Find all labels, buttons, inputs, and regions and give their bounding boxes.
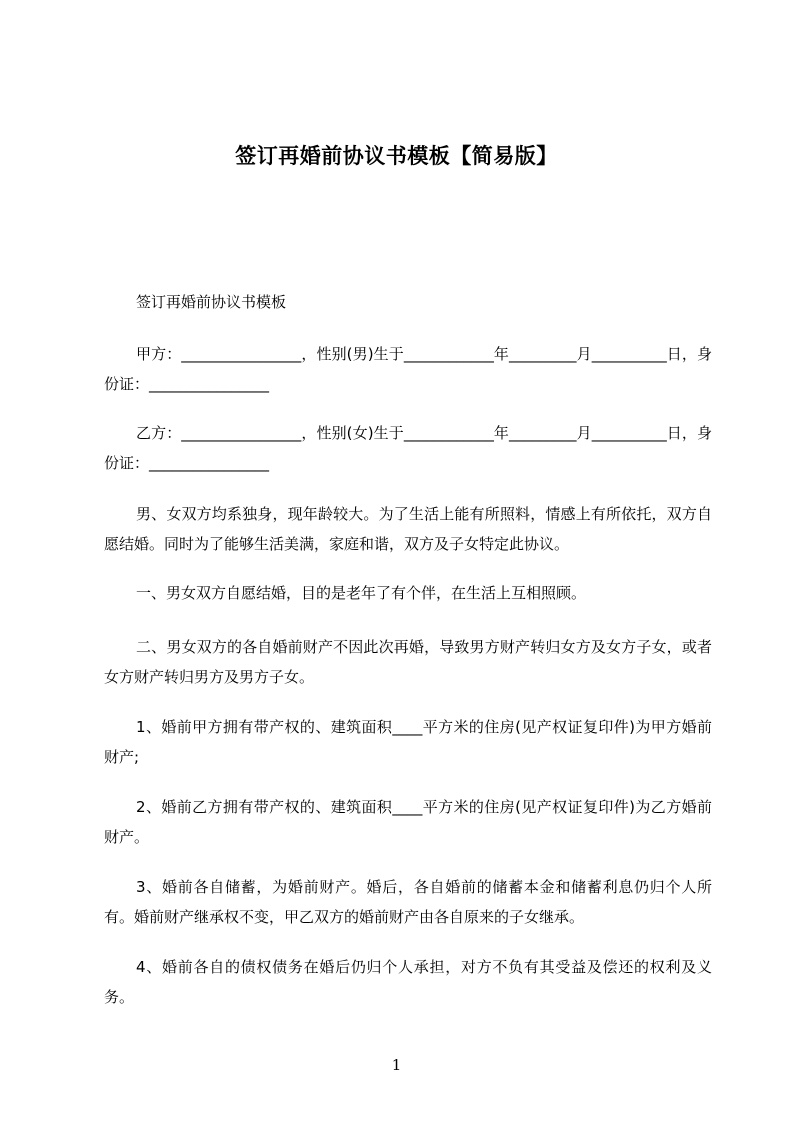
clause-1-paragraph: 一、男女双方自愿结婚，目的是老年了有个伴，在生活上互相照顾。 bbox=[136, 584, 587, 602]
clause-2-paragraph: 二、男女双方的各自婚前财产不因此次再婚，导致男方财产转归女方及女方子女，或者女方财产转归男方及男方子女。 bbox=[104, 638, 712, 686]
intro-paragraph: 男、女双方均系独身，现年龄较大。为了生活上能有所照料，情感上有所依托，双方自愿结婚。同时为了能够生活美满，家庭和谐，双方及子女特定此协议。 bbox=[104, 505, 712, 553]
item-2-paragraph: 2、婚前乙方拥有带产权的、建筑面积____平方米的住房(见产权证复印件)为乙方婚前财产。 bbox=[104, 798, 712, 846]
party-b-paragraph: 乙方：________________，性别(女)生于____________年_________月__________日，身份证：________________ bbox=[104, 424, 712, 472]
party-a-paragraph: 甲方：________________，性别(男)生于____________年_________月__________日，身份证：________________ bbox=[104, 345, 712, 393]
item-3-paragraph: 3、婚前各自储蓄，为婚前财产。婚后，各自婚前的储蓄本金和储蓄利息仍归个人所有。婚前财产继承权不变，甲乙双方的婚前财产由各自原来的子女继承。 bbox=[104, 878, 712, 926]
item-1-paragraph: 1、婚前甲方拥有带产权的、建筑面积____平方米的住房(见产权证复印件)为甲方婚前财产; bbox=[104, 718, 712, 766]
page-number: 1 bbox=[391, 1056, 402, 1074]
document-title: 签订再婚前协议书模板【简易版】 bbox=[235, 144, 558, 168]
subtitle-paragraph: 签订再婚前协议书模板 bbox=[136, 293, 287, 311]
item-4-paragraph: 4、婚前各自的债权债务在婚后仍归个人承担，对方不负有其受益及偿还的权利及义务。 bbox=[104, 958, 712, 1006]
